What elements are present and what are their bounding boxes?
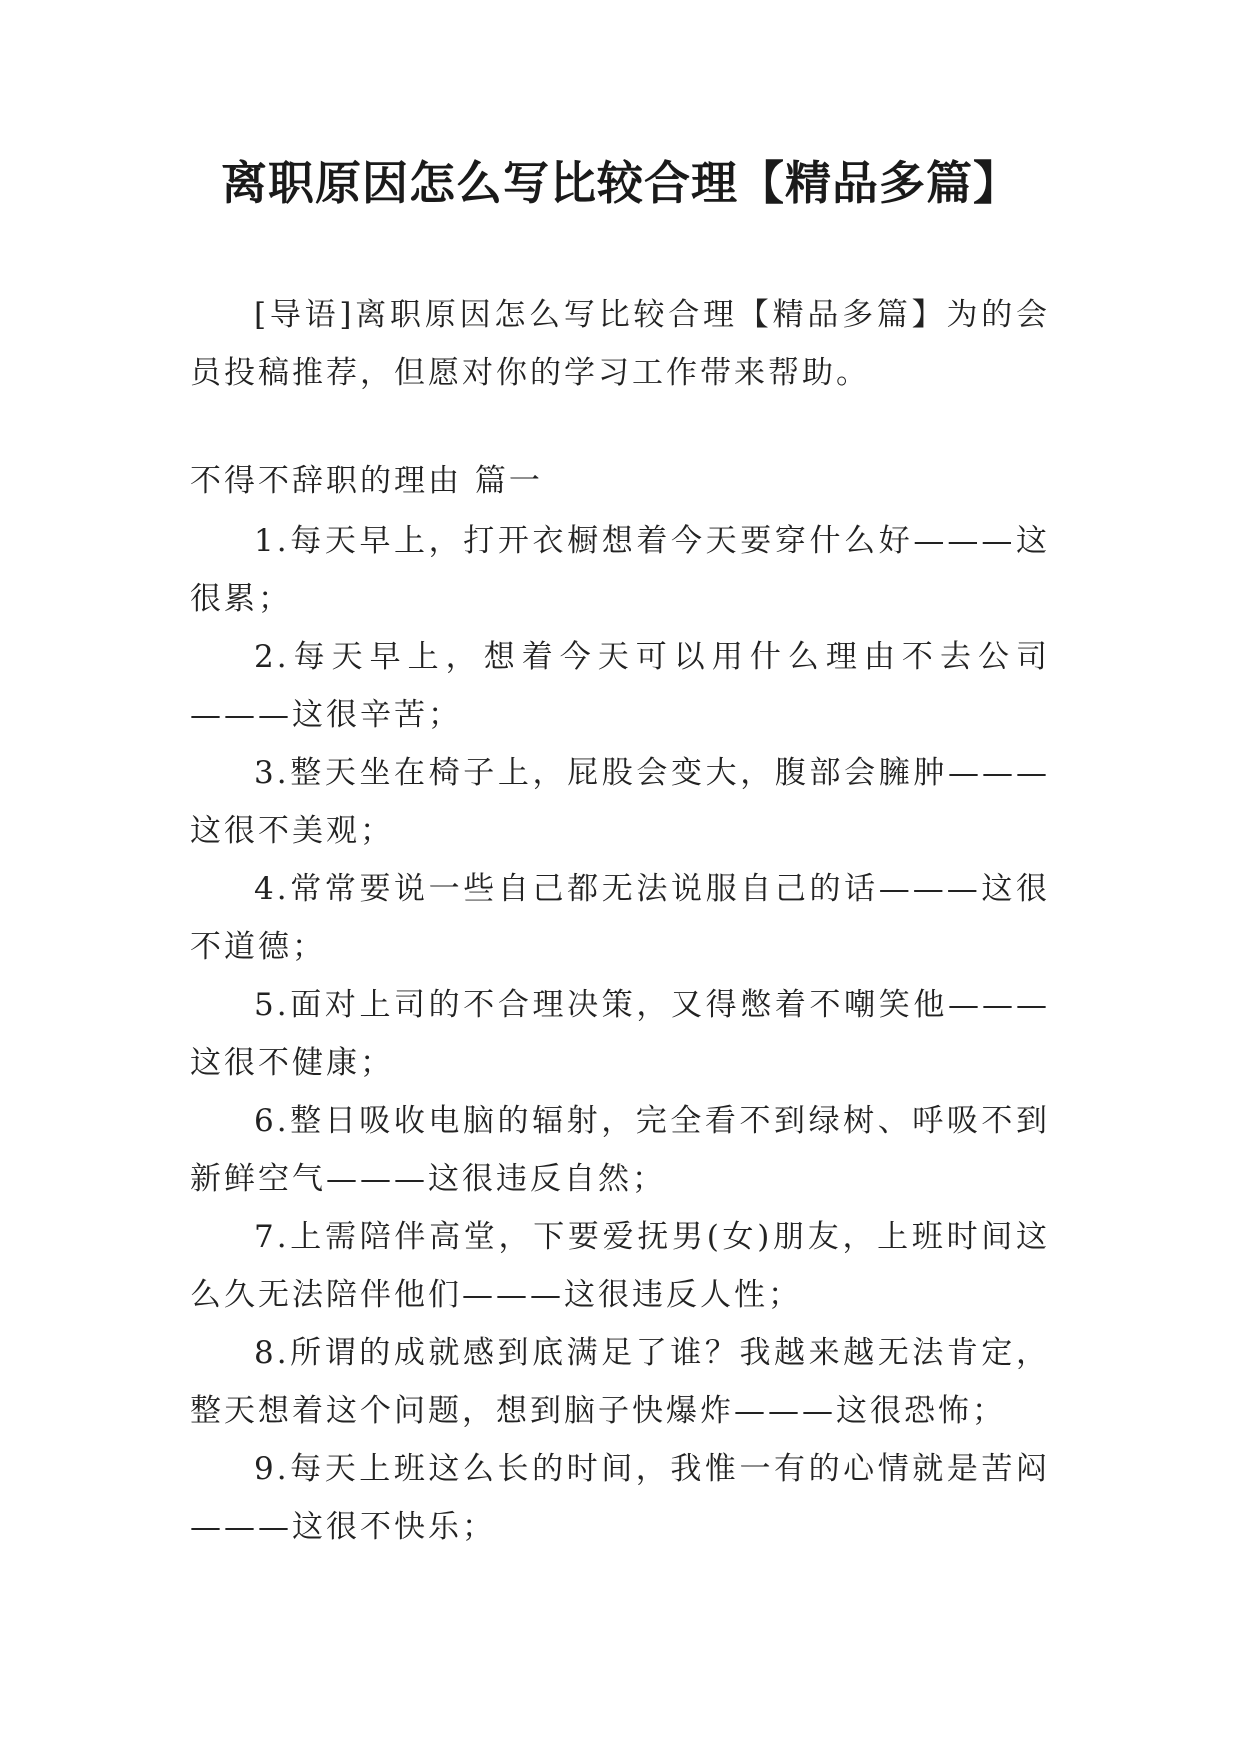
document-body xyxy=(190,286,1050,1556)
list-item: 8.所谓的成就感到底满足了谁？我越来越无法肯定，整天想着这个问题，想到脑子快爆炸———这很恐怖； xyxy=(190,1335,1050,1429)
section-heading: 不得不辞职的理由 篇一 xyxy=(190,463,543,499)
list-item: 7.上需陪伴高堂，下要爱抚男(女)朋友，上班时间这么久无法陪伴他们———这很违反人性； xyxy=(190,1219,1050,1313)
list-item: 3.整天坐在椅子上，屁股会变大，腹部会臃肿———这很不美观； xyxy=(190,755,1050,849)
document-title: 离职原因怎么写比较合理【精品多篇】 xyxy=(221,156,1020,210)
list-item: 1.每天早上，打开衣橱想着今天要穿什么好———这很累； xyxy=(190,523,1050,617)
list-item: 4.常常要说一些自己都无法说服自己的话———这很不道德； xyxy=(190,871,1050,965)
intro-paragraph: [导语]离职原因怎么写比较合理【精品多篇】为的会员投稿推荐，但愿对你的学习工作带来帮助。 xyxy=(190,297,1050,391)
reason-list xyxy=(190,512,1050,1556)
list-item: 2.每天早上，想着今天可以用什么理由不去公司———这很辛苦； xyxy=(190,639,1050,733)
list-item: 9.每天上班这么长的时间，我惟一有的心情就是苦闷———这很不快乐； xyxy=(190,1451,1050,1545)
list-item: 5.面对上司的不合理决策，又得憋着不嘲笑他———这很不健康； xyxy=(190,987,1050,1081)
list-item: 6.整日吸收电脑的辐射，完全看不到绿树、呼吸不到新鲜空气———这很违反自然； xyxy=(190,1103,1050,1197)
